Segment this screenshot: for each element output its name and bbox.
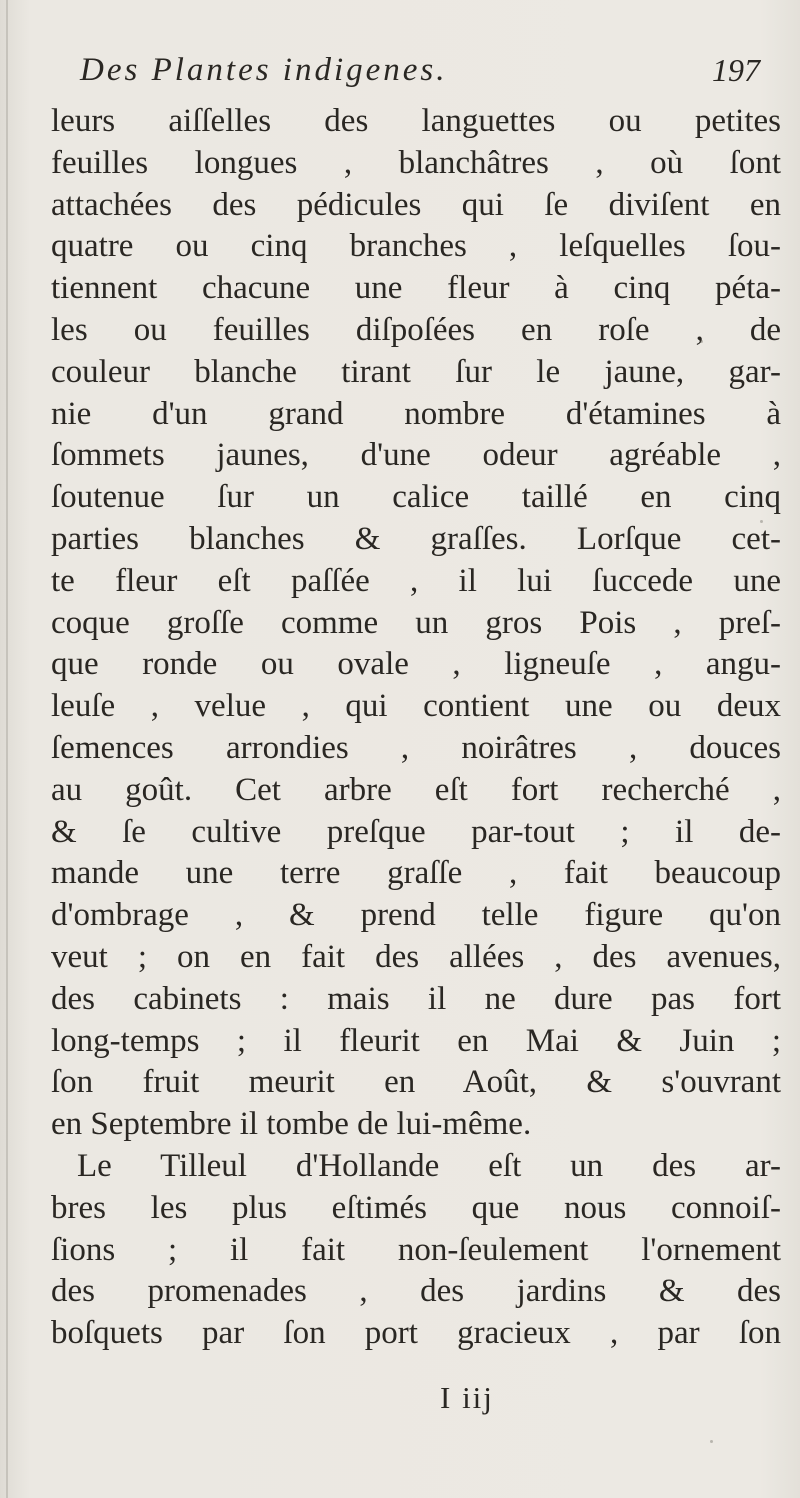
text-line: boſquets par ſon port gracieux , par ſon: [51, 1315, 781, 1352]
text-line: au goût. Cet arbre eſt fort recherché ,: [51, 771, 781, 808]
page-edge: [6, 0, 8, 1498]
body-text: [51, 101, 781, 1355]
paper-speck: [710, 1440, 713, 1443]
text-line: ſoutenue ſur un calice taillé en cinq: [51, 479, 781, 516]
text-line: les ou feuilles diſpoſées en roſe , de: [51, 311, 781, 348]
text-line: long-temps ; il fleurit en Mai & Juin ;: [51, 1022, 781, 1059]
signature-mark: I iij: [440, 1380, 494, 1415]
text-line: des promenades , des jardins & des: [51, 1273, 781, 1310]
text-line: veut ; on en fait des allées , des avenues,: [51, 938, 781, 975]
text-line: parties blanches & graſſes. Lorſque cet-: [51, 520, 781, 557]
running-title: Des Plantes indigenes.: [80, 52, 448, 88]
text-line: couleur blanche tirant ſur le jaune, gar-: [51, 353, 781, 390]
text-line: tiennent chacune une fleur à cinq péta-: [51, 270, 781, 307]
text-line: feuilles longues , blanchâtres , où ſont: [51, 144, 781, 181]
text-line: ſon fruit meurit en Août, & s'ouvrant: [51, 1064, 781, 1101]
text-line: ſommets jaunes, d'une odeur agréable ,: [51, 437, 781, 474]
text-line: te fleur eſt paſſée , il lui ſuccede une: [51, 562, 781, 599]
text-line: leuſe , velue , qui contient une ou deux: [51, 688, 781, 725]
text-line: coque groſſe comme un gros Pois , preſ-: [51, 604, 781, 641]
text-line: attachées des pédicules qui ſe diviſent en: [51, 186, 781, 223]
text-line: nie d'un grand nombre d'étamines à: [51, 395, 781, 432]
text-line: ſions ; il fait non-ſeulement l'ornement: [51, 1231, 781, 1268]
text-line: leurs aiſſelles des languettes ou petites: [51, 103, 781, 139]
page-header: [80, 52, 760, 100]
text-line: des cabinets : mais il ne dure pas fort: [51, 980, 781, 1017]
text-line: & ſe cultive preſque par-tout ; il de-: [51, 813, 781, 850]
text-line: d'ombrage , & prend telle figure qu'on: [51, 897, 781, 934]
text-line: que ronde ou ovale , ligneuſe , angu-: [51, 646, 781, 683]
text-line: ſemences arrondies , noirâtres , douces: [51, 729, 781, 766]
page-number: 197: [712, 52, 760, 88]
paper-speck: [700, 340, 703, 343]
paragraph-start-line: Le Tilleul d'Hollande eſt un des ar-: [77, 1147, 781, 1184]
text-line: bres les plus eſtimés que nous connoiſ-: [51, 1189, 781, 1226]
paragraph-end-line: en Septembre il tombe de lui-même.: [51, 1106, 532, 1143]
text-line: quatre ou cinq branches , leſquelles ſou-: [51, 228, 781, 265]
paper-speck: [760, 520, 763, 523]
text-line: mande une terre graſſe , fait beaucoup: [51, 855, 781, 892]
